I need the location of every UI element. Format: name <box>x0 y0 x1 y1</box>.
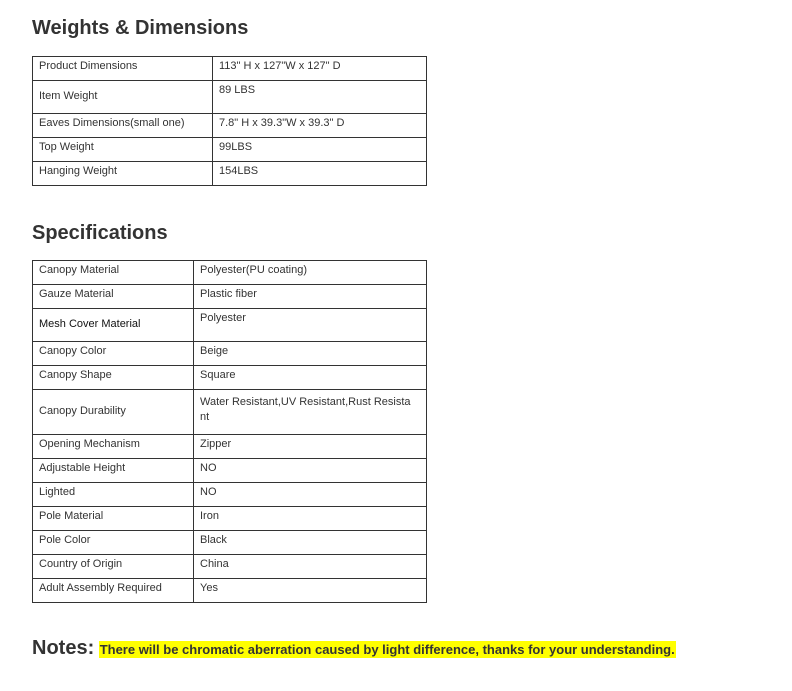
row-value: NO <box>194 483 427 507</box>
row-label: Adult Assembly Required <box>33 579 194 603</box>
row-value: Iron <box>194 507 427 531</box>
row-label: Canopy Material <box>33 261 194 285</box>
row-value: 154LBS <box>213 162 427 186</box>
row-value: China <box>194 555 427 579</box>
row-label: Item Weight <box>33 81 213 114</box>
row-value: Plastic fiber <box>194 285 427 309</box>
row-value: 99LBS <box>213 138 427 162</box>
row-value: 89 LBS <box>213 81 427 114</box>
row-label: Product Dimensions <box>33 57 213 81</box>
row-value: 7.8" H x 39.3"W x 39.3" D <box>213 114 427 138</box>
table-row <box>33 555 427 579</box>
table-row <box>33 342 427 366</box>
table-row <box>33 531 427 555</box>
row-value: Beige <box>194 342 427 366</box>
table-row <box>33 483 427 507</box>
table-row <box>33 57 427 81</box>
row-value: Zipper <box>194 435 427 459</box>
weights-heading: Weights & Dimensions <box>32 17 249 39</box>
table-row <box>33 309 427 342</box>
notes-label: Notes: <box>32 637 95 659</box>
row-label: Hanging Weight <box>33 162 213 186</box>
row-value: Polyester <box>194 309 427 342</box>
row-label: Opening Mechanism <box>33 435 194 459</box>
table-row <box>33 114 427 138</box>
table-row <box>33 81 427 114</box>
row-value: Water Resistant,UV Resistant,Rust Resista nt <box>194 390 427 435</box>
row-value: 113" H x 127"W x 127" D <box>213 57 427 81</box>
row-label: Pole Material <box>33 507 194 531</box>
row-label: Canopy Shape <box>33 366 194 390</box>
row-label: Canopy Durability <box>33 390 194 435</box>
row-value: Square <box>194 366 427 390</box>
table-row <box>33 435 427 459</box>
row-label: Adjustable Height <box>33 459 194 483</box>
row-label: Eaves Dimensions(small one) <box>33 114 213 138</box>
row-label: Lighted <box>33 483 194 507</box>
row-value: NO <box>194 459 427 483</box>
row-value: Yes <box>194 579 427 603</box>
table-row <box>33 366 427 390</box>
notes <box>32 637 676 660</box>
specifications-table <box>32 260 427 603</box>
table-row <box>33 138 427 162</box>
row-value: Black <box>194 531 427 555</box>
table-row <box>33 285 427 309</box>
specifications-heading: Specifications <box>32 222 168 244</box>
table-row <box>33 162 427 186</box>
table-row <box>33 579 427 603</box>
row-label: Gauze Material <box>33 285 194 309</box>
table-row <box>33 459 427 483</box>
weights-dimensions-table <box>32 56 427 186</box>
row-label: Top Weight <box>33 138 213 162</box>
table-row <box>33 261 427 285</box>
table-row <box>33 507 427 531</box>
row-label: Country of Origin <box>33 555 194 579</box>
row-label: Pole Color <box>33 531 194 555</box>
row-label: Canopy Color <box>33 342 194 366</box>
notes-text: There will be chromatic aberration caused by light difference, thanks for your understanding. <box>99 642 675 657</box>
row-label: Mesh Cover Material <box>33 309 194 342</box>
table-row <box>33 390 427 435</box>
row-value: Polyester(PU coating) <box>194 261 427 285</box>
